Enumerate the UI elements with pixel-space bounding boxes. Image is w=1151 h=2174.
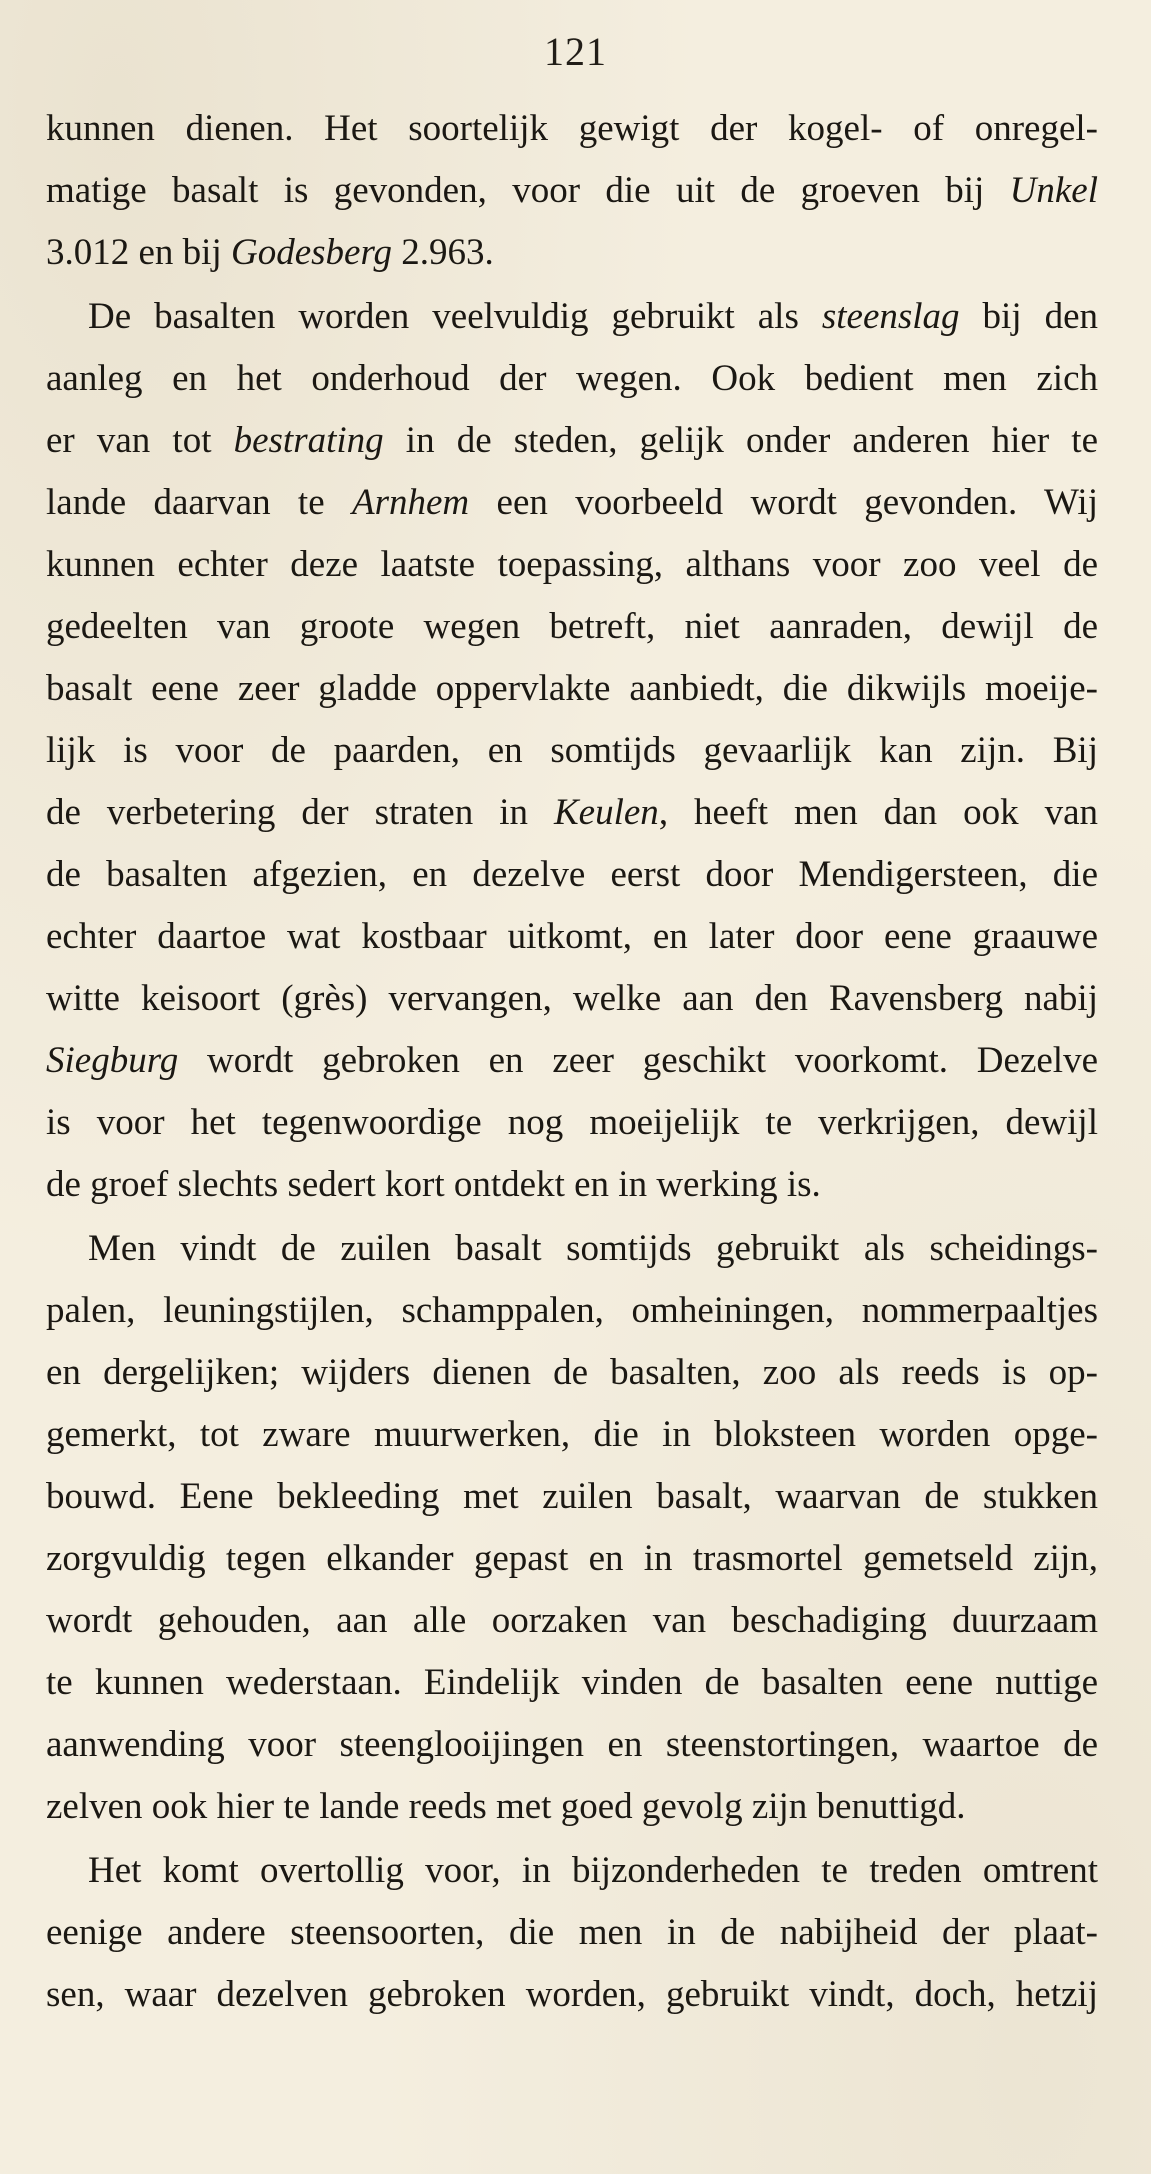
text-line — [46, 1964, 1098, 2026]
text-segment: witte keisoort (grès) vervangen, welke aan den Ravensberg nabij — [46, 978, 1098, 1019]
text-line — [46, 1840, 1098, 1902]
text-segment: basalt eene zeer gladde oppervlakte aanbiedt, die dikwijls moeije- — [46, 668, 1098, 709]
text-line — [46, 160, 1098, 222]
text-segment: , heeft men dan ook van — [658, 792, 1098, 833]
text-segment: palen, leuningstijlen, schamppalen, omheiningen, nommerpaaltjes — [46, 1290, 1098, 1331]
text-segment: te kunnen wederstaan. Eindelijk vinden de basalten eene nuttige — [46, 1662, 1098, 1703]
text-line — [46, 844, 1098, 906]
text-segment: de groef slechts sedert kort ontdekt en in werking is. — [46, 1164, 821, 1205]
text-segment: zelven ook hier te lande reeds met goed gevolg zijn benuttigd. — [46, 1786, 966, 1827]
text-line — [46, 286, 1098, 348]
text-line — [46, 1092, 1098, 1154]
text-line — [46, 1280, 1098, 1342]
text-segment: wordt gebroken en zeer geschikt voorkomt. Dezelve — [178, 1040, 1098, 1081]
text-segment: De basalten worden veelvuldig gebruikt als — [88, 296, 822, 337]
italic-term: Siegburg — [46, 1040, 179, 1081]
italic-term: steenslag — [821, 296, 960, 337]
text-line — [46, 968, 1098, 1030]
text-segment: in de steden, gelijk onder anderen hier te — [383, 420, 1098, 461]
text-segment: de basalten afgezien, en dezelve eerst door Mendigersteen, die — [46, 854, 1098, 895]
text-line — [46, 1590, 1098, 1652]
text-line — [46, 658, 1098, 720]
text-line — [46, 906, 1098, 968]
text-segment: matige basalt is gevonden, voor die uit de groeven bij — [46, 170, 1010, 211]
text-segment: bij den — [959, 296, 1098, 337]
text-line — [46, 1404, 1098, 1466]
text-line — [46, 1652, 1098, 1714]
text-segment: Het komt overtollig voor, in bijzonderheden te treden omtrent — [88, 1850, 1098, 1891]
text-line — [46, 1528, 1098, 1590]
text-segment: zorgvuldig tegen elkander gepast en in trasmortel gemetseld zijn, — [46, 1538, 1098, 1579]
text-line — [46, 1030, 1098, 1092]
text-line — [46, 348, 1098, 410]
text-segment: sen, waar dezelven gebroken worden, gebruikt vindt, doch, hetzij — [46, 1974, 1098, 2015]
body-text — [46, 98, 1098, 2026]
text-segment: er van tot — [46, 420, 234, 461]
text-segment: wordt gehouden, aan alle oorzaken van beschadiging duurzaam — [46, 1600, 1098, 1641]
text-line — [46, 782, 1098, 844]
text-line — [46, 534, 1098, 596]
text-line — [46, 1776, 1098, 1838]
text-line — [46, 1714, 1098, 1776]
text-line — [46, 1218, 1098, 1280]
text-segment: en dergelijken; wijders dienen de basalten, zoo als reeds is op- — [46, 1352, 1098, 1393]
text-segment: aanwending voor steenglooijingen en steenstortingen, waartoe de — [46, 1724, 1098, 1765]
text-line — [46, 98, 1098, 160]
page-number: 121 — [544, 29, 607, 74]
text-line — [46, 472, 1098, 534]
italic-term: Godesberg — [230, 232, 392, 273]
text-segment: 3.012 en bij — [46, 232, 231, 273]
text-segment: lande daarvan te — [46, 482, 352, 523]
italic-term: Keulen — [554, 792, 659, 833]
text-segment: is voor het tegenwoordige nog moeijelijk te verkrijgen, dewijl — [46, 1102, 1098, 1143]
text-line — [46, 1154, 1098, 1216]
text-segment: lijk is voor de paarden, en somtijds gevaarlijk kan zijn. Bij — [46, 730, 1098, 771]
text-segment: kunnen dienen. Het soortelijk gewigt der kogel- of onregel- — [46, 108, 1098, 149]
text-segment: de verbetering der straten in — [46, 792, 554, 833]
italic-term: bestrating — [233, 420, 384, 461]
text-segment: 2.963. — [391, 232, 494, 273]
text-line — [46, 410, 1098, 472]
text-segment: aanleg en het onderhoud der wegen. Ook bedient men zich — [46, 358, 1098, 399]
text-segment: een voorbeeld wordt gevonden. Wij — [469, 482, 1098, 523]
text-line — [46, 596, 1098, 658]
text-line — [46, 1902, 1098, 1964]
text-segment: gemerkt, tot zware muurwerken, die in bloksteen worden opge- — [46, 1414, 1098, 1455]
text-segment: kunnen echter deze laatste toepassing, althans voor zoo veel de — [46, 544, 1098, 585]
text-line — [46, 720, 1098, 782]
text-line — [46, 1466, 1098, 1528]
text-segment: Men vindt de zuilen basalt somtijds gebruikt als scheidings- — [88, 1228, 1098, 1269]
italic-term: Arnhem — [352, 482, 470, 523]
text-line — [46, 222, 1098, 284]
text-segment: gedeelten van groote wegen betreft, niet aanraden, dewijl de — [46, 606, 1098, 647]
text-segment: echter daartoe wat kostbaar uitkomt, en later door eene graauwe — [46, 916, 1098, 957]
text-line — [46, 1342, 1098, 1404]
text-segment: eenige andere steensoorten, die men in de nabijheid der plaat- — [46, 1912, 1098, 1953]
text-segment: bouwd. Eene bekleeding met zuilen basalt, waarvan de stukken — [46, 1476, 1098, 1517]
italic-term: Unkel — [1009, 170, 1098, 211]
